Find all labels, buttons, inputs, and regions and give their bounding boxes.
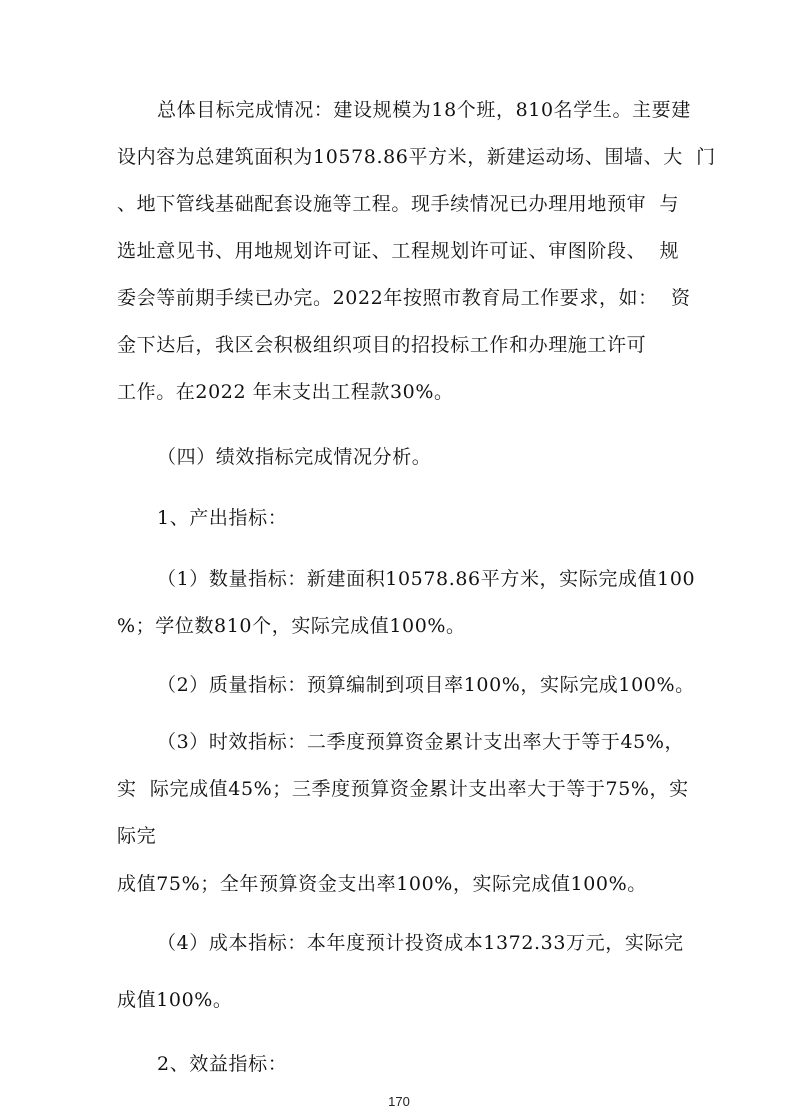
section-heading: （四）绩效指标完成情况分析。 (157, 446, 432, 468)
text-line: （1）数量指标：新建面积10578.86平方米，实际完成值100 (157, 568, 696, 590)
subsection-heading: 1、产出指标： (157, 507, 288, 529)
text-line: 委会等前期手续已办完。2022年按照市教育局工作要求，如： 资 (117, 287, 691, 309)
text-line: 工作。在2022 年末支出工程款30%。 (117, 381, 454, 403)
text-line: 际完 (117, 825, 157, 847)
text-line: 、地下管线基础配套设施等工程。现手续情况已办理用地预审 与 (117, 193, 680, 215)
text-line: %；学位数810个，实际完成值100%。 (117, 615, 466, 637)
text-line: 设内容为总建筑面积为10578.86平方米，新建运动场、围墙、大 门 (117, 146, 716, 168)
subsection-heading: 2、效益指标： (157, 1053, 288, 1075)
text-line: 成值100%。 (117, 989, 233, 1011)
text-line: 成值75%；全年预算资金支出率100%，实际完成值100%。 (117, 873, 647, 895)
text-line: 总体目标完成情况：建设规模为18个班，810名学生。主要建 (157, 99, 691, 121)
text-line: 实 际完成值45%；三季度预算资金累计支出率大于等于75%，实 (117, 778, 689, 800)
text-line: 金下达后，我区会积极组织项目的招投标工作和办理施工许可 (117, 334, 647, 356)
paragraph-quality: （2）质量指标：预算编制到项目率100%，实际完成100%。 (157, 674, 695, 696)
text-line: （4）成本指标：本年度预计投资成本1372.33万元，实际完 (157, 932, 684, 954)
page-number: 170 (388, 1094, 410, 1109)
text-line: 选址意见书、用地规划许可证、工程规划许可证、审图阶段、 规 (117, 240, 680, 262)
text-line: （3）时效指标：二季度预算资金累计支出率大于等于45%， (157, 731, 685, 753)
